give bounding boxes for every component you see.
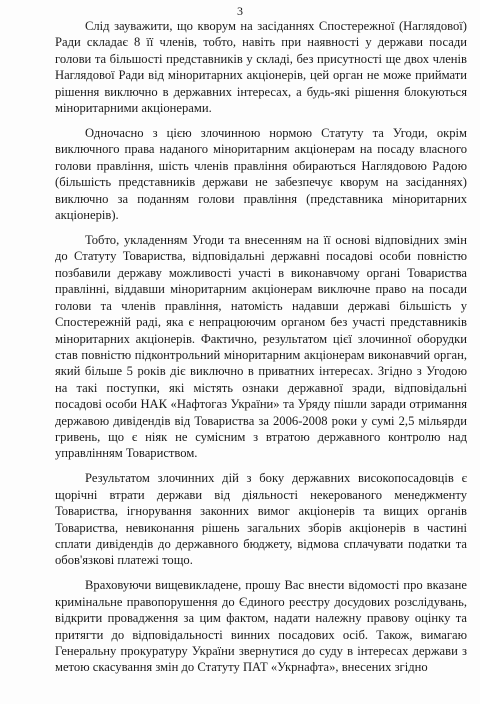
paragraph-request: Враховуючи вищевикладене, прошу Вас внести відомості про вказане кримінальне правопорушення до Єдиного реєстру досудових розслідувань, відкрити провадження за цим фактом, надати належну правову оцінку та притягти до відповідальності винних посадових осіб. Також, вимагаю Генеральну прокуратуру України звернутися до суду в інтересах держави з метою скасування змін до Статуту ПАТ «Укрнафта», внесених згідно	[55, 578, 467, 675]
paragraph-quorum: Слід зауважити, що кворум на засіданнях Спостережної (Наглядової) Ради складає 8 її членів, тобто, навіть при наявності у держави посади голови та більшості представників у складі, без присутності ще двох членів Наглядової Ради від міноритарних акціонерів, цей орган не може приймати рішення виключно в державних інтересах, а будь-які рішення блокуються міноритарними акціонерами.	[55, 19, 467, 116]
page-number: 3	[237, 4, 243, 18]
document-body	[55, 18, 467, 676]
paragraph-agreement-consequences: Тобто, укладенням Угоди та внесенням на її основі відповідних змін до Статуту Товариства, відповідальні державні посадові особи повністю позбавили державу можливості участі в виконавчому органі Товариства правлінні, віддавши міноритарним акціонерам виключне право на посади голови та членів правління, натомість надавши державі більшість у Спостережній раді, яка є непрацюючим органом без участі представників міноритарних акціонерів. Фактично, результатом цієї злочинної оборудки став повністю підконтрольний міноритарним акціонерам виконавчий орган, який більше 5 років діє виключно в приватних інтересах. Згідно з Угодою на такі поступки, які містять ознаки державної зради, відповідальні посадові особи НАК «Нафтогаз України» та Уряду пішли заради отримання державою дивідендів від Товариства за 2006-2008 роки у сумі 2,5 мільярди гривень, що є ніяк не сумісним з втратою державного контролю над управлінням Товариством.	[55, 233, 467, 461]
paragraph-losses: Результатом злочинних дій з боку державних високопосадовців є щорічні втрати держави від діяльності некерованого менеджменту Товариства, ігнорування законних вимог акціонерів та вищих органів Товариства, невиконання рішень загальних зборів акціонерів в частині сплати дивідендів до державного бюджету, відмова сплачувати податки та обов'язкові платежі тощо.	[55, 471, 467, 568]
paragraph-board-election: Одночасно з цією злочинною нормою Статуту та Угоди, окрім виключного права наданого міноритарним акціонерам на посаду власного голови правління, шість членів правління обираються Наглядовою Радою (більшість представників держави не забезпечує кворум на засіданнях) виключно за поданням голови правління (представника міноритарних акціонерів).	[55, 126, 467, 223]
